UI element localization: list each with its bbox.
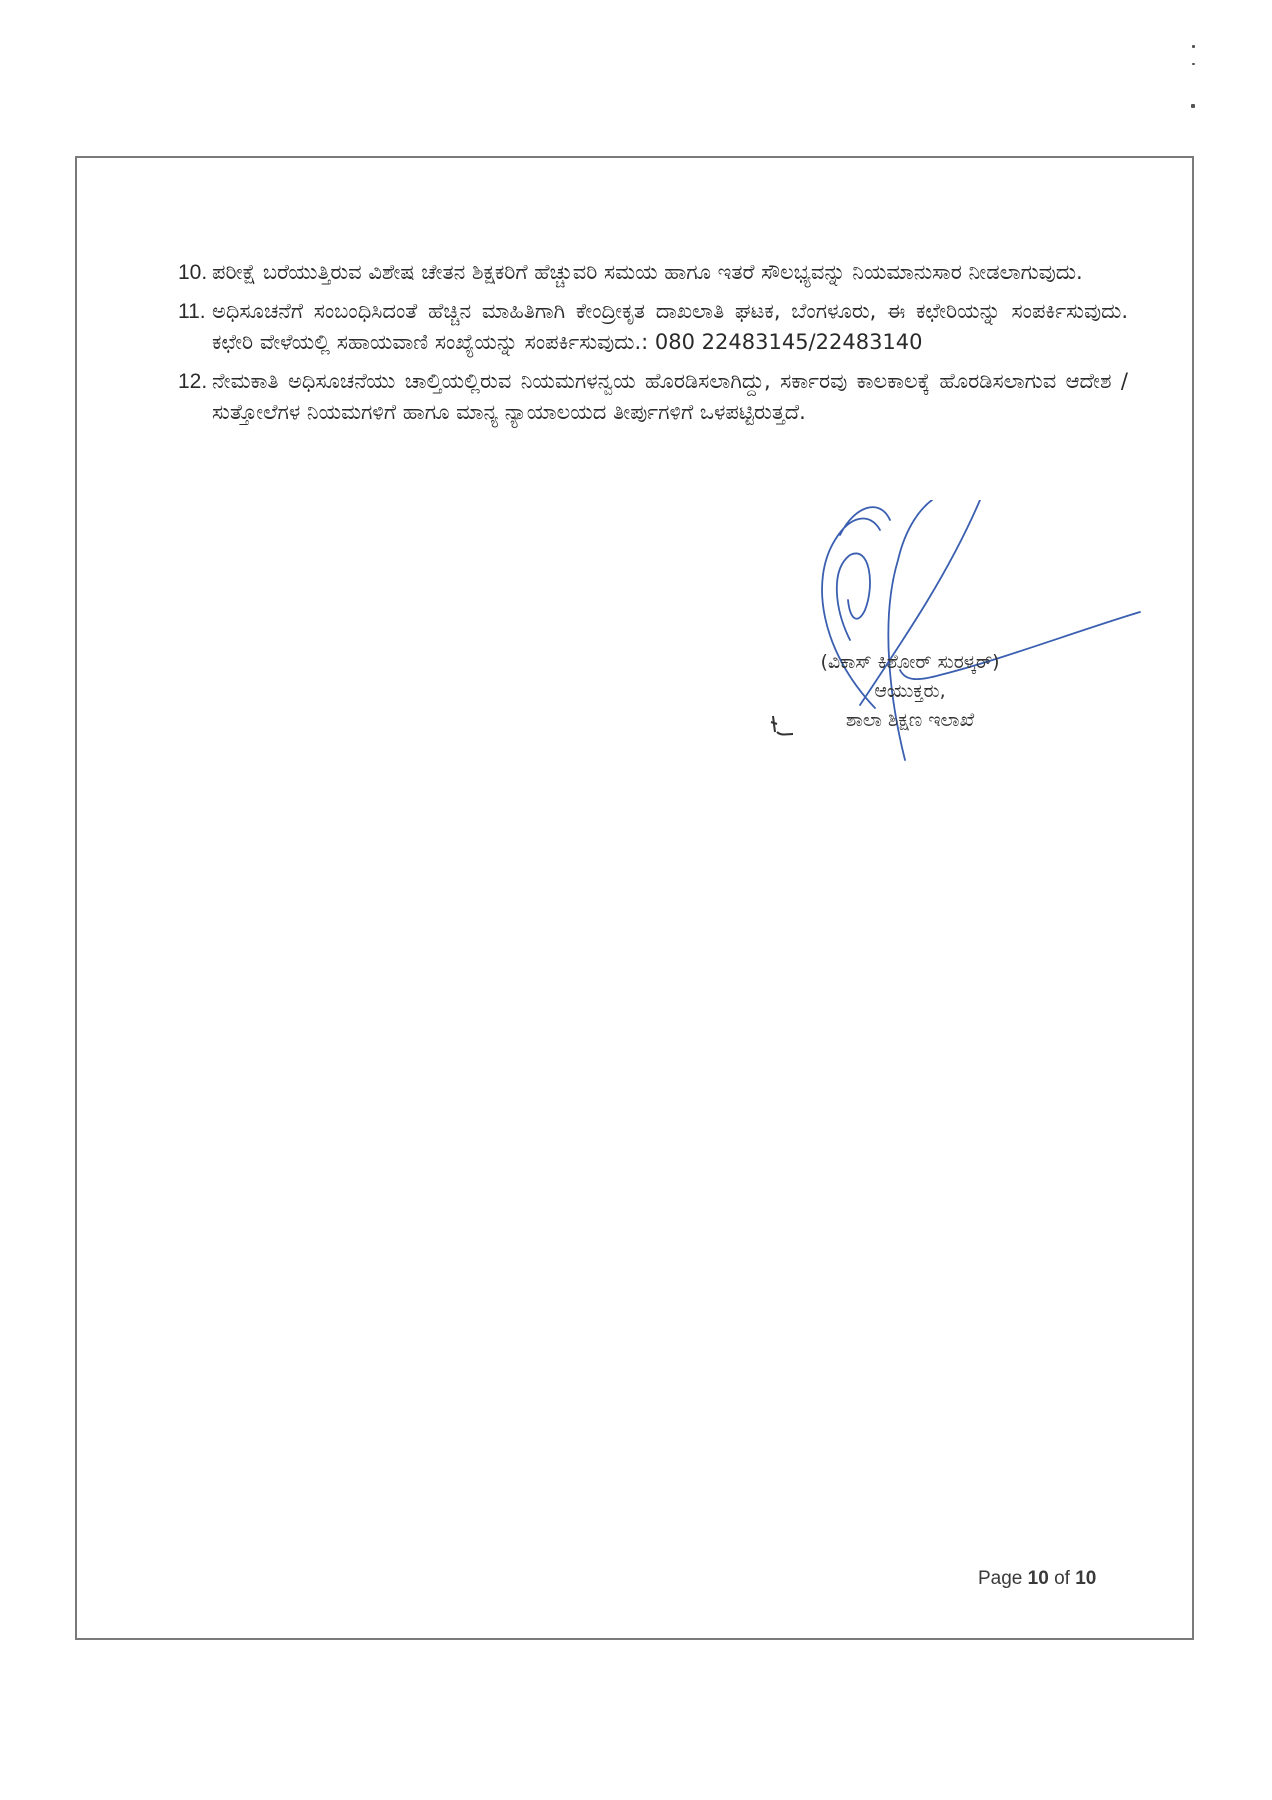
total-pages: 10: [1075, 1568, 1097, 1589]
clause-number: 12.: [178, 370, 208, 393]
clause-text: ಅಧಿಸೂಚನೆಗೆ ಸಂಬಂಧಿಸಿದಂತೆ ಹೆಚ್ಚಿನ ಮಾಹಿತಿಗಾಗಿ ಕೇಂದ್ರೀಕೃತ ದಾಖಲಾತಿ ಘಟಕ, ಬೆಂಗಳೂರು, ಈ ಕಛೇರಿಯನ್ನು ಸಂಪರ್ಕಿಸುವುದು. ಕಛೇರಿ ವೇಳೆಯಲ್ಲಿ ಸಹಾಯವಾಣಿ ಸಂಖ್ಯೆಯನ್ನು ಸಂಪರ್ಕಿಸುವುದು.: 080 22483145/22483140: [212, 299, 1128, 354]
clause-list: [178, 257, 1128, 436]
clause-number: 10.: [178, 261, 208, 284]
signatory-name: (ವಿಕಾಸ್ ಕಿಶೋರ್ ಸುರಳ್ಕರ್): [820, 651, 1000, 673]
scan-speck: [1192, 45, 1195, 48]
page-of-label: of: [1048, 1568, 1076, 1589]
signatory-block: [760, 648, 1060, 735]
clause-number: 11.: [178, 300, 206, 323]
page-number: [978, 1568, 1096, 1590]
clause-item: [178, 257, 1128, 288]
scan-artifacts: [1188, 45, 1196, 115]
current-page: 10: [1027, 1568, 1049, 1589]
page-prefix: Page: [978, 1568, 1028, 1589]
clause-text: ನೇಮಕಾತಿ ಅಧಿಸೂಚನೆಯು ಚಾಲ್ತಿಯಲ್ಲಿರುವ ನಿಯಮಗಳನ್ವಯ ಹೊರಡಿಸಲಾಗಿದ್ದು, ಸರ್ಕಾರವು ಕಾಲಕಾಲಕ್ಕೆ ಹೊರಡಿಸಲಾಗುವ ಆದೇಶ / ಸುತ್ತೋಲೆಗಳ ನಿಯಮಗಳಿಗೆ ಹಾಗೂ ಮಾನ್ಯ ನ್ಯಾಯಾಲಯದ ತೀರ್ಪುಗಳಿಗೆ ಒಳಪಟ್ಟಿರುತ್ತದೆ.: [212, 369, 1128, 424]
scan-speck: [1192, 63, 1195, 65]
clause-text: ಪರೀಕ್ಷೆ ಬರೆಯುತ್ತಿರುವ ವಿಶೇಷ ಚೇತನ ಶಿಕ್ಷಕರಿಗೆ ಹೆಚ್ಚುವರಿ ಸಮಯ ಹಾಗೂ ಇತರೆ ಸೌಲಭ್ಯವನ್ನು ನಿಯಮಾನುಸಾರ ನೀಡಲಾಗುವುದು.: [212, 260, 1083, 284]
clause-item: [178, 366, 1128, 428]
clause-item: [178, 296, 1128, 358]
signatory-department: ಶಾಲಾ ಶಿಕ್ಷಣ ಇಲಾಖೆ: [845, 709, 975, 731]
signatory-designation: ಆಯುಕ್ತರು,: [874, 680, 946, 702]
scan-speck: [1191, 104, 1195, 108]
